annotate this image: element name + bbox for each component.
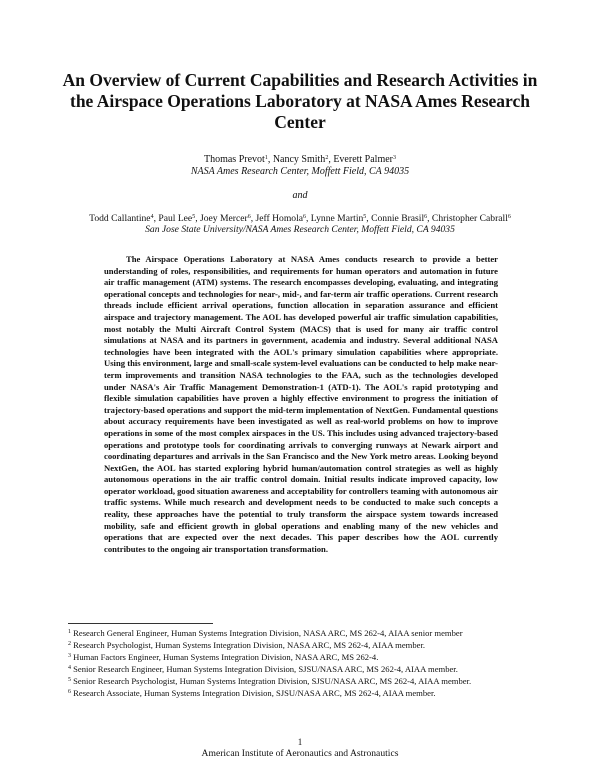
footnote-item xyxy=(68,651,530,663)
author-superscript: 4 xyxy=(150,214,154,220)
author-superscript: 6 xyxy=(424,214,428,220)
footnote-number: 2 xyxy=(68,641,71,647)
author-superscript: 6 xyxy=(507,214,511,220)
footnote-number: 1 xyxy=(68,629,71,635)
author-name: Paul Lee xyxy=(158,213,193,224)
footnote-text: Senior Research Engineer, Human Systems Integration Division, SJSU/NASA ARC, MS 262-4, AIAA member. xyxy=(73,664,458,674)
author-superscript: 2 xyxy=(325,155,329,161)
footnote-number: 5 xyxy=(68,677,71,683)
footnote-text: Senior Research Psychologist, Human Systems Integration Division, SJSU/NASA ARC, MS 262-4, AIAA member. xyxy=(73,676,472,686)
author-name: Everett Palmer xyxy=(333,154,394,165)
author-name: Thomas Prevot xyxy=(203,154,265,165)
footnote-item xyxy=(68,675,530,687)
abstract: The Airspace Operations Laboratory at NASA Ames conducts research to provide a better understanding of roles, responsibilities, and requirements for human operators and automation in future air traffic management (ATM) systems. The research encompasses developing, evaluating, and integrating operational concepts and technologies for near-, mid-, and far-term air traffic operations. Current research threads include efficient arrival operations, function allocation in separation assurance and efficient airspace and trajectory management. The AOL has developed powerful air traffic simulation capabilities, most notably the Multi Aircraft Control System (MACS) that is used for many air traffic control simulations at NASA and its partners in government, academia and industry. Several additional NASA technologies have been integrated with the AOL's primary simulation capabilities where appropriate. Using this environment, large and small-scale system-level evaluations can be conducted to help make near-term improvements and transition NASA technologies to the FAA, such as the technologies developed under NASA's Air Traffic Management Demonstration-1 (ATD-1). The AOL's rapid prototyping and flexible simulation capabilities have proven a highly effective environment to progress the initiation of trajectory-based operations and support the mid-term implementation of NextGen. Fundamental questions about accuracy requirements have been investigated as well as real-world problems on how to improve operations in some of the most complex airspaces in the US. This includes using advanced trajectory-based operations and prototype tools for coordinating arrivals to converging runways at Newark airport and coordinating departures and arrivals in the San Francisco and the New York metro areas. Looking beyond NextGen, the AOL has started exploring hybrid human/automation control strategies as well as highly autonomous operations in the air traffic control domain. Initial results indicate improved capacity, low operator workload, good situation awareness and acceptability for controllers teaming with autonomous air traffic systems. While much research and development needs to be conducted to make such concepts a reality, these approaches have the potential to truly transform the airspace system towards increased mobility, safe and efficient growth in global operations and enabling many of the new vehicles and operations that are expected over the next decades. This paper describes how the AOL currently contributes to the ongoing air transportation transformation. xyxy=(104,254,498,554)
footnote-item xyxy=(68,663,530,675)
footnote-text: Research General Engineer, Human Systems Integration Division, NASA ARC, MS 262-4, AIAA senior member xyxy=(73,628,463,638)
author-list-secondary: Todd Callantine$^4$, Paul Lee$^5$, Joey Mercer$^6$, Jeff Homola$^6$, Lynne Martin$^5$, Connie Brasil$^6$, Christopher Cabrall$^6$ xyxy=(89,213,511,224)
author-list-primary: Thomas Prevot$^1$, Nancy Smith$^2$, Everett Palmer$^3$ xyxy=(203,154,397,165)
author-name: Nancy Smith xyxy=(272,154,326,165)
author-superscript: 3 xyxy=(393,155,397,161)
paper-title: An Overview of Current Capabilities and Research Activities in the Airspace Operations Laboratory at NASA Ames Research Center xyxy=(62,70,538,132)
footnote-text: Human Factors Engineer, Human Systems Integration Division, NASA ARC, MS 262-4. xyxy=(73,652,379,662)
footnote-number: 6 xyxy=(68,689,71,695)
author-name: Todd Callantine xyxy=(89,213,151,224)
page-number: 1 xyxy=(297,737,303,747)
author-name: Joey Mercer xyxy=(200,213,248,224)
affiliation-secondary: San Jose State University/NASA Ames Research Center, Moffett Field, CA 94035 xyxy=(145,224,455,235)
footnote-text: Research Associate, Human Systems Integration Division, SJSU/NASA ARC, MS 262-4, AIAA member. xyxy=(73,688,436,698)
author-superscript: 6 xyxy=(303,214,306,220)
footnote-text: Research Psychologist, Human Systems Integration Division, NASA ARC, MS 262-4, AIAA member. xyxy=(73,640,426,650)
publisher-footer: American Institute of Aeronautics and Astronautics xyxy=(201,748,399,759)
author-superscript: 6 xyxy=(247,214,251,220)
affiliation-primary: NASA Ames Research Center, Moffett Field, CA 94035 xyxy=(190,166,410,177)
author-conjunction: and xyxy=(292,190,308,201)
footnote-item xyxy=(68,639,530,651)
footnote-item xyxy=(68,627,530,639)
author-superscript: 1 xyxy=(264,155,268,161)
author-name: Jeff Homola xyxy=(255,213,303,224)
footnotes xyxy=(68,627,530,699)
author-name: Christopher Cabrall xyxy=(431,213,508,224)
footnote-divider xyxy=(68,623,213,624)
footnote-number: 3 xyxy=(68,653,71,659)
author-superscript: 5 xyxy=(363,214,367,220)
author-name: Lynne Martin xyxy=(310,213,364,224)
footnote-item xyxy=(68,687,530,699)
author-name: Connie Brasil xyxy=(371,213,425,224)
footnote-number: 4 xyxy=(68,665,71,671)
author-superscript: 5 xyxy=(192,214,196,220)
